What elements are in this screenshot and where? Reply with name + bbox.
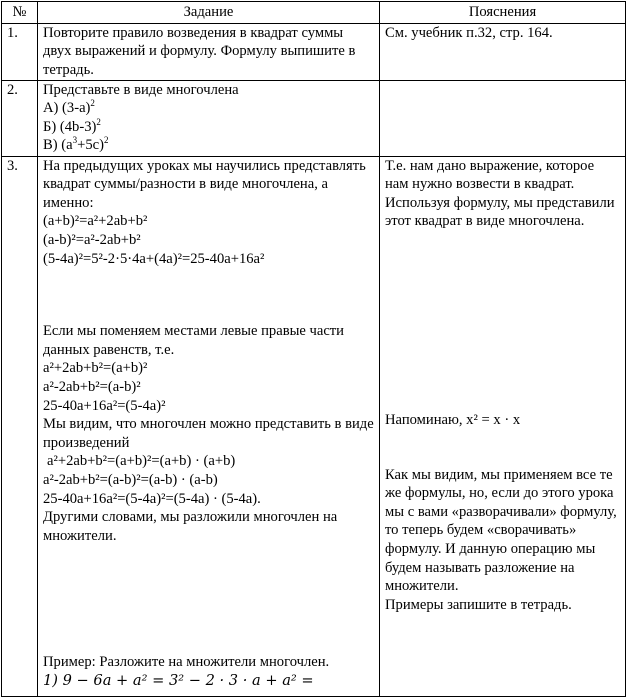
table-header-row bbox=[2, 2, 626, 24]
example-line: 1) 9 − 6a + a² = 3² − 2 · 3 · a + a² = bbox=[43, 671, 314, 689]
table-row bbox=[2, 156, 626, 696]
formula-line: a²+2ab+b²=(a+b)² bbox=[43, 360, 148, 377]
swap-text: Если мы поменяем местами левые правые части данных равенств, т.е. bbox=[43, 323, 344, 358]
row-number: 3. bbox=[2, 156, 38, 696]
task-title: Представьте в виде многочлена bbox=[43, 81, 239, 98]
notes-apply: Как мы видим, мы применяем все те же формулы, но, если до этого урока мы с вами «разворачивали» формулу, то теперь будем «сворачивать» формулу. И данную операцию мы будем называть разложение на множители. bbox=[385, 466, 617, 595]
formula-line: 25-40a+16a²=(5-4a)²=(5-4a) · (5-4a). bbox=[43, 490, 261, 507]
task-cell bbox=[38, 80, 380, 156]
row-number: 1. bbox=[2, 23, 38, 80]
table-row bbox=[2, 80, 626, 156]
task-cell bbox=[38, 156, 380, 696]
lesson-table bbox=[1, 1, 626, 697]
formula-line: (a+b)²=a²+2ab+b² bbox=[43, 213, 148, 230]
notes-remind: Напоминаю, x² = x · x bbox=[385, 411, 521, 428]
product-text: Мы видим, что многочлен можно представить в виде произведений bbox=[43, 416, 374, 451]
example-title: Пример: Разложите на множители многочлен. bbox=[43, 654, 330, 671]
task-text: Повторите правило возведения в квадрат суммы двух выражений и формулу. Формулу выпишите в тетрадь. bbox=[43, 24, 356, 78]
list-item: А) $(3-а)^2$ bbox=[43, 98, 95, 117]
list-item: В) $(а^3+5с)^2$ bbox=[43, 135, 109, 154]
formula-line: (5-4a)²=5²-2·5·4a+(4a)²=25-40a+16a² bbox=[43, 250, 265, 267]
intro-text: На предыдущих уроках мы научились представлять квадрат суммы/разности в виде многочлена, а именно: bbox=[43, 157, 366, 211]
notes-cell bbox=[380, 80, 626, 156]
header-task: Задание bbox=[38, 2, 380, 24]
table-row bbox=[2, 23, 626, 80]
formula-line: a²+2ab+b²=(a+b)²=(a+b) · (a+b) bbox=[47, 453, 236, 470]
notes-cell bbox=[380, 23, 626, 80]
task-cell bbox=[38, 23, 380, 80]
header-num: № bbox=[2, 2, 38, 24]
formula-line: a²-2ab+b²=(a-b)²=(a-b) · (a-b) bbox=[43, 471, 218, 488]
notes-text: См. учебник п.32, стр. 164. bbox=[385, 24, 553, 41]
notes-cell bbox=[380, 156, 626, 696]
formula-line: a²-2ab+b²=(a-b)² bbox=[43, 378, 141, 395]
conclusion-text: Другими словами, мы разложили многочлен на множители. bbox=[43, 509, 338, 544]
notes-examples: Примеры запишите в тетрадь. bbox=[385, 596, 572, 613]
header-notes: Пояснения bbox=[380, 2, 626, 24]
formula-line: (a-b)²=a²-2ab+b² bbox=[43, 231, 141, 248]
list-item: Б) $(4b-3)^2$ bbox=[43, 116, 101, 135]
notes-intro: Т.е. нам дано выражение, которое нам нужно возвести в квадрат. Используя формулу, мы представили этот квадрат в виде многочлена. bbox=[385, 157, 615, 230]
formula-line: 25-40a+16a²=(5-4a)² bbox=[43, 397, 166, 414]
row-number: 2. bbox=[2, 80, 38, 156]
